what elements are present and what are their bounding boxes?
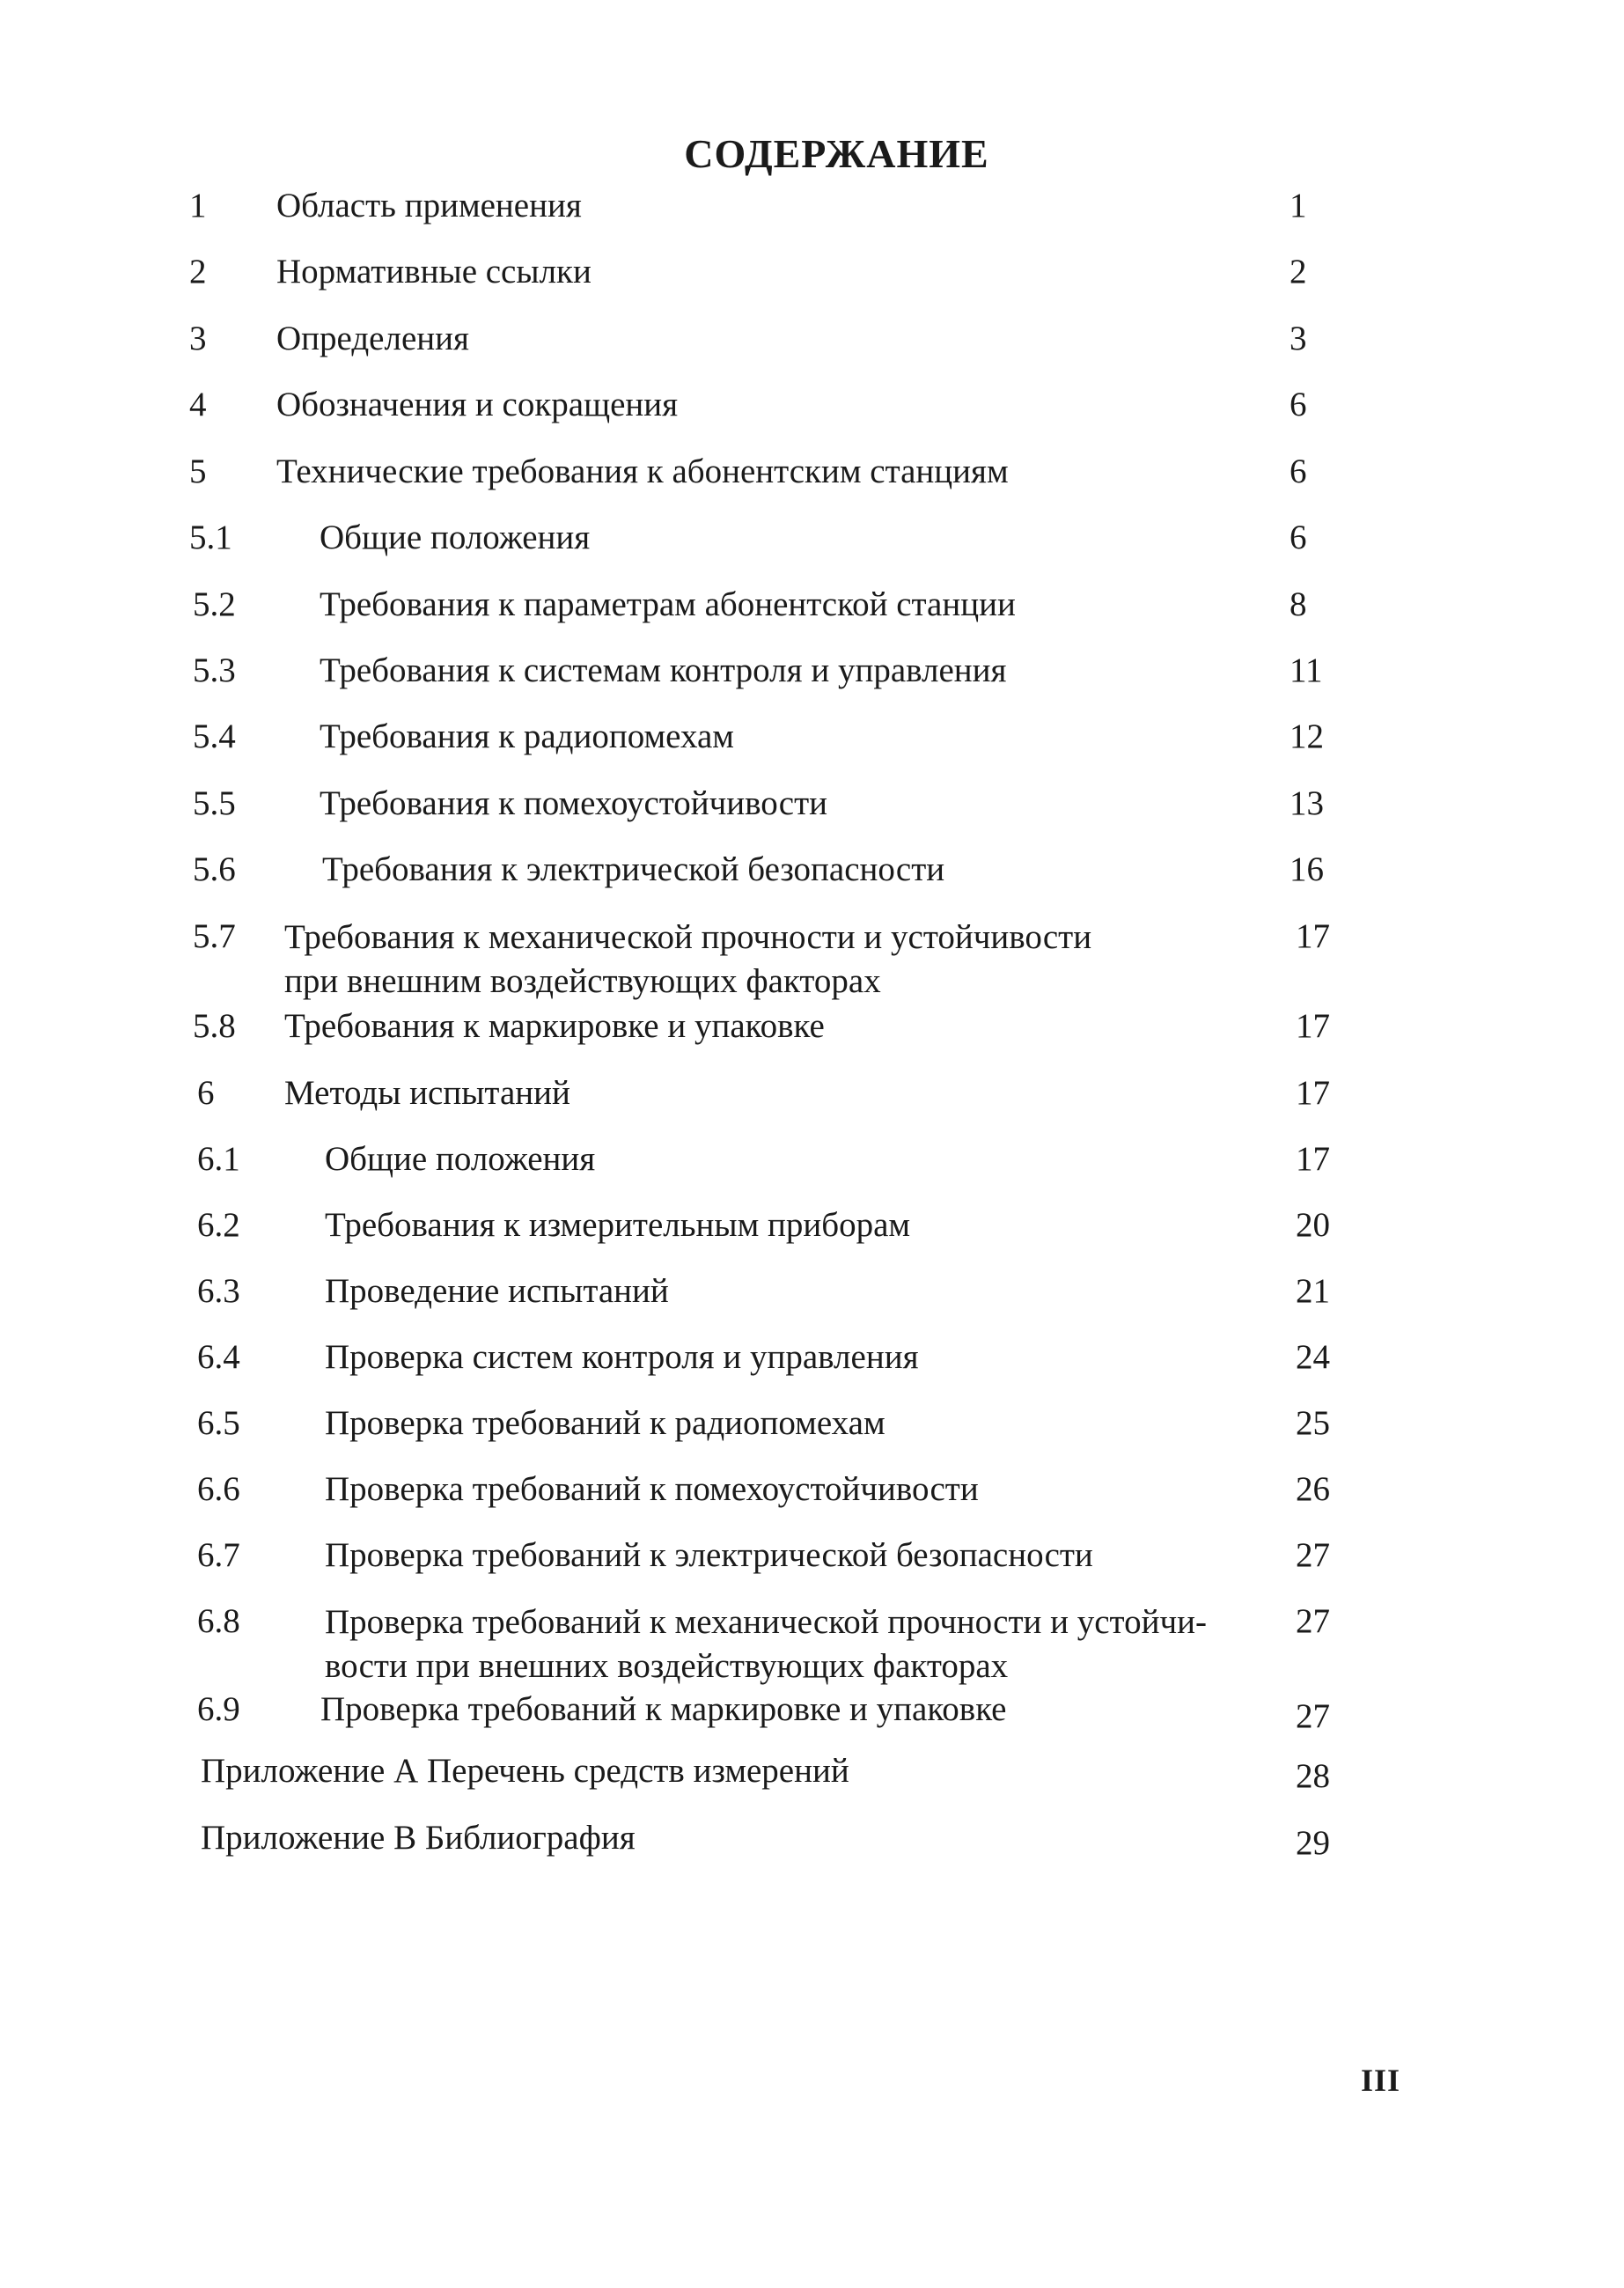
- entry-title: Нормативные ссылки: [276, 253, 592, 291]
- entry-number: 6.9: [197, 1690, 240, 1728]
- entry-title-continued: при внешним воздействующих факторах: [284, 962, 881, 1000]
- toc-entry: [0, 1817, 1624, 1879]
- toc-entry: [0, 1600, 1624, 1697]
- entry-number: 2: [189, 253, 207, 291]
- toc-entry: [0, 1138, 1624, 1200]
- entry-page: 25: [1296, 1404, 1330, 1442]
- entry-title: Проверка требований к механической прочности и устойчи-: [325, 1603, 1207, 1641]
- entry-number: 5.4: [193, 717, 236, 755]
- entry-title: Требования к параметрам абонентской станции: [320, 585, 1016, 623]
- entry-number: 5.3: [193, 651, 236, 689]
- entry-page: 11: [1290, 651, 1323, 689]
- entry-page: 6: [1290, 386, 1307, 423]
- entry-number: 5.6: [193, 850, 236, 888]
- entry-page: 28: [1296, 1757, 1330, 1795]
- entry-number: 6.3: [197, 1272, 240, 1310]
- toc-entry: [0, 1750, 1624, 1812]
- entry-page: 6: [1290, 519, 1307, 556]
- entry-title: Требования к механической прочности и устойчивости: [284, 918, 1092, 956]
- entry-title: Требования к помехоустойчивости: [320, 784, 828, 822]
- entry-page: 21: [1296, 1272, 1330, 1310]
- entry-page: 27: [1296, 1602, 1330, 1640]
- entry-page: 6: [1290, 452, 1307, 490]
- entry-number: 5.5: [193, 784, 236, 822]
- toc-entry: [0, 1005, 1624, 1067]
- entry-page: 16: [1290, 850, 1324, 888]
- entry-number: 3: [189, 320, 207, 357]
- entry-page: 17: [1296, 1007, 1330, 1045]
- entry-page: 8: [1290, 585, 1307, 623]
- toc-entry: [0, 650, 1624, 711]
- entry-page: 17: [1296, 1074, 1330, 1112]
- toc-title: СОДЕРЖАНИЕ: [684, 131, 989, 176]
- entry-page: 17: [1296, 917, 1330, 955]
- toc-entry: [0, 384, 1624, 445]
- entry-number: 6.1: [197, 1140, 240, 1178]
- toc-entry: [0, 1402, 1624, 1464]
- toc-entry: [0, 1534, 1624, 1596]
- toc-entry: [0, 1204, 1624, 1266]
- entry-page: 1: [1290, 187, 1307, 224]
- entry-title: Обозначения и сокращения: [276, 386, 679, 423]
- entry-number: 6.8: [197, 1602, 240, 1640]
- toc-entry: [0, 185, 1624, 246]
- entry-title: Требования к маркировке и упаковке: [284, 1007, 825, 1045]
- toc-entry: [0, 716, 1624, 777]
- entry-number: 6.7: [197, 1536, 240, 1574]
- toc-entry: [0, 916, 1624, 1012]
- entry-number: 5.7: [193, 917, 236, 955]
- entry-title: Требования к электрической безопасности: [322, 850, 945, 888]
- entry-number: 5.2: [193, 585, 236, 623]
- toc-entry: [0, 318, 1624, 379]
- entry-page: 26: [1296, 1470, 1330, 1508]
- entry-title-continued: вости при внешних воздействующих факторах: [325, 1647, 1009, 1685]
- entry-number: 6: [197, 1074, 215, 1112]
- entry-page: 12: [1290, 717, 1324, 755]
- entry-title: Область применения: [276, 187, 582, 224]
- entry-title: Проведение испытаний: [325, 1272, 669, 1310]
- entry-title: Проверка требований к электрической безопасности: [325, 1536, 1093, 1574]
- entry-page: 13: [1290, 784, 1324, 822]
- toc-entry: [0, 1072, 1624, 1134]
- entry-number: 5: [189, 452, 207, 490]
- entry-page: 17: [1296, 1140, 1330, 1178]
- entry-title: Требования к системам контроля и управления: [320, 651, 1007, 689]
- page-number: III: [1361, 2063, 1401, 2098]
- entry-number: 1: [189, 187, 207, 224]
- entry-title: Приложение В Библиография: [201, 1819, 636, 1857]
- toc-entry: [0, 1336, 1624, 1398]
- toc-entry: [0, 1270, 1624, 1332]
- entry-page: 3: [1290, 320, 1307, 357]
- entry-page: 27: [1296, 1697, 1330, 1735]
- entry-number: 5.1: [189, 519, 232, 556]
- entry-title: Приложение А Перечень средств измерений: [201, 1752, 849, 1790]
- toc-entry: [0, 584, 1624, 645]
- entry-title: Общие положения: [325, 1140, 596, 1178]
- entry-title: Проверка требований к маркировке и упаковке: [320, 1690, 1007, 1728]
- entry-title: Проверка требований к радиопомехам: [325, 1404, 885, 1442]
- entry-number: 4: [189, 386, 207, 423]
- entry-number: 6.4: [197, 1338, 240, 1376]
- entry-title: Проверка требований к помехоустойчивости: [325, 1470, 979, 1508]
- entry-page: 24: [1296, 1338, 1330, 1376]
- entry-page: 20: [1296, 1206, 1330, 1244]
- entry-page: 29: [1296, 1824, 1330, 1862]
- entry-title: Требования к измерительным приборам: [325, 1206, 911, 1244]
- entry-title: Определения: [276, 320, 469, 357]
- entry-page: 27: [1296, 1536, 1330, 1574]
- entry-title: Проверка систем контроля и управления: [325, 1338, 919, 1376]
- entry-number: 5.8: [193, 1007, 236, 1045]
- entry-page: 2: [1290, 253, 1307, 291]
- entry-title: Общие положения: [320, 519, 591, 556]
- toc-entry: [0, 1468, 1624, 1530]
- entry-title: Требования к радиопомехам: [320, 717, 734, 755]
- toc-entry: [0, 251, 1624, 313]
- toc-entry: [0, 783, 1624, 844]
- entry-title: Технические требования к абонентским станциям: [276, 452, 1009, 490]
- entry-number: 6.6: [197, 1470, 240, 1508]
- toc-entry: [0, 451, 1624, 512]
- entry-number: 6.2: [197, 1206, 240, 1244]
- toc-entry: [0, 1688, 1624, 1750]
- entry-number: 6.5: [197, 1404, 240, 1442]
- toc-entry: [0, 849, 1624, 910]
- entry-title: Методы испытаний: [284, 1074, 570, 1112]
- toc-entry: [0, 517, 1624, 578]
